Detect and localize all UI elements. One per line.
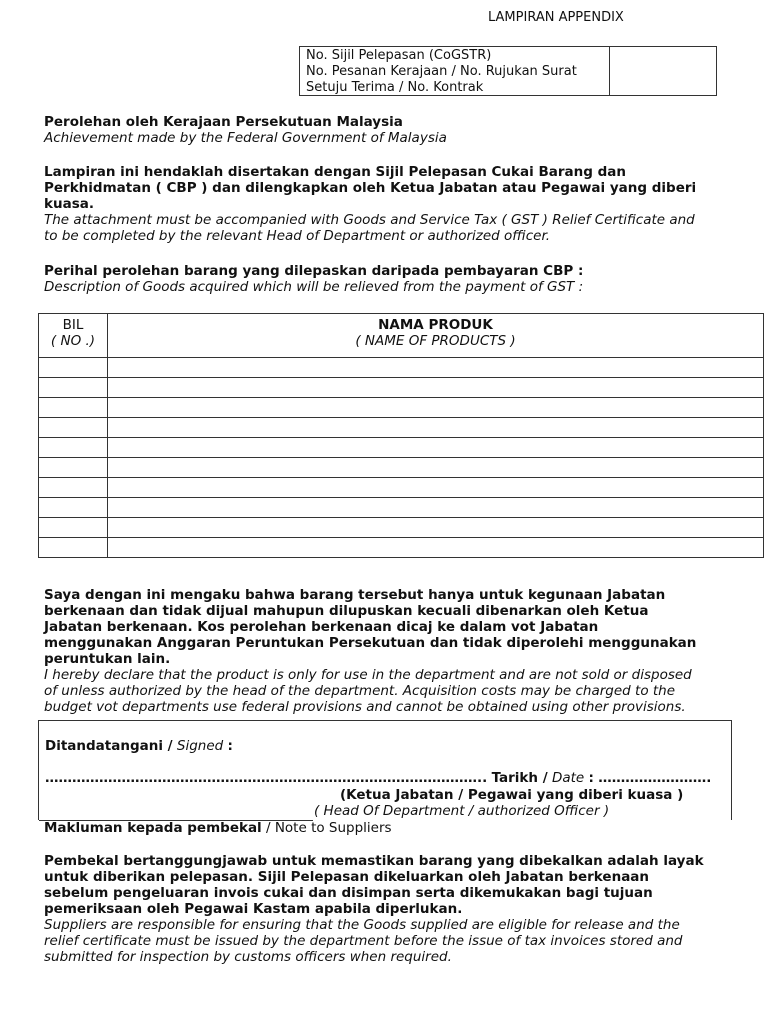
reference-value-field[interactable] (616, 49, 712, 93)
reference-divider (609, 47, 610, 95)
col-product-ms: NAMA PRODUK (378, 317, 493, 333)
row-no-cell[interactable] (39, 458, 108, 478)
table-row (39, 358, 764, 378)
date-label-colon: : (588, 770, 594, 786)
supplier-note-en-1: Suppliers are responsible for ensuring that the Goods supplied are eligible for release and the (44, 917, 680, 933)
row-product-cell[interactable] (108, 458, 764, 478)
declaration-en-2: of unless authorized by the head of the department. Acquisition costs may be charged to the (44, 683, 676, 699)
supplier-note-title-ms: Makluman kepada pembekal (44, 820, 262, 836)
row-no-cell[interactable] (39, 358, 108, 378)
description-ms: Perihal perolehan barang yang dilepaskan daripada pembayaran CBP : (44, 263, 584, 279)
reference-label-order: No. Pesanan Kerajaan / No. Rujukan Surat (306, 64, 577, 79)
signed-label-colon: : (227, 738, 233, 754)
row-product-cell[interactable] (108, 478, 764, 498)
reference-box (299, 46, 717, 96)
reference-labels (306, 48, 577, 96)
section-title-ms: Perolehan oleh Kerajaan Persekutuan Malaysia (44, 114, 403, 130)
row-no-cell[interactable] (39, 398, 108, 418)
date-label-ms: Tarikh / (491, 770, 548, 786)
declaration-ms-3: Jabatan berkenaan. Kos perolehan berkenaan dicaj ke dalam vot Jabatan (44, 619, 599, 635)
row-no-cell[interactable] (39, 378, 108, 398)
instruction-ms-2: Perkhidmatan ( CBP ) dan dilengkapkan oleh Ketua Jabatan atau Pegawai yang diberi (44, 180, 697, 196)
col-product-en: ( NAME OF PRODUCTS ) (355, 333, 516, 349)
signature-dots[interactable]: …………………………………………………………………………………….. (45, 770, 488, 786)
row-no-cell[interactable] (39, 478, 108, 498)
row-no-cell[interactable] (39, 538, 108, 558)
row-no-cell[interactable] (39, 438, 108, 458)
col-no-en: ( NO .) (50, 333, 96, 349)
col-no-header (39, 314, 108, 358)
signature-box (38, 720, 732, 820)
signed-label-ms: Ditandatangani / (45, 738, 173, 754)
row-product-cell[interactable] (108, 418, 764, 438)
supplier-note-en-3: submitted for inspection by customs officers when required. (44, 949, 452, 965)
table-row (39, 498, 764, 518)
table-row (39, 378, 764, 398)
signature-line (45, 770, 711, 786)
declaration-ms-2: berkenaan dan tidak dijual mahupun dilupuskan kecuali dibenarkan oleh Ketua (44, 603, 649, 619)
section-title-en: Achievement made by the Federal Government of Malaysia (44, 130, 447, 146)
date-label-en: Date (551, 770, 585, 786)
instruction-block (44, 164, 724, 244)
reference-label-cogstr: No. Sijil Pelepasan (CoGSTR) (306, 48, 492, 63)
supplier-note-block (44, 853, 724, 965)
reference-label-contract: Setuju Terima / No. Kontrak (306, 80, 484, 95)
appendix-label: LAMPIRAN APPENDIX (488, 10, 624, 25)
col-product-header (108, 314, 764, 358)
declaration-ms-1: Saya dengan ini mengaku bahwa barang tersebut hanya untuk kegunaan Jabatan (44, 587, 666, 603)
declaration-en-1: I hereby declare that the product is only for use in the department and are not sold or disposed (44, 667, 692, 683)
table-row (39, 398, 764, 418)
products-table-body (39, 358, 764, 558)
table-row (39, 458, 764, 478)
declaration-block (44, 587, 724, 715)
row-product-cell[interactable] (108, 518, 764, 538)
signed-label (45, 738, 233, 754)
products-table (38, 313, 764, 558)
table-row (39, 478, 764, 498)
signatory-role-en: ( Head Of Department / authorized Officer ) (314, 803, 610, 819)
date-dots[interactable]: ……………………. (598, 770, 712, 786)
signed-label-en: Signed (176, 738, 224, 754)
row-no-cell[interactable] (39, 418, 108, 438)
supplier-note-ms-2: untuk diberikan pelepasan. Sijil Pelepasan dikeluarkan oleh Jabatan berkenaan (44, 869, 650, 885)
supplier-note-title-en: / Note to Suppliers (265, 820, 392, 836)
row-product-cell[interactable] (108, 538, 764, 558)
row-product-cell[interactable] (108, 378, 764, 398)
supplier-note-title (44, 820, 724, 836)
description-block (44, 263, 724, 295)
section-title (44, 114, 724, 146)
supplier-note-en-2: relief certificate must be issued by the department before the issue of tax invoices stored and (44, 933, 683, 949)
supplier-note-ms-4: pemeriksaan oleh Pegawai Kastam apabila diperlukan. (44, 901, 463, 917)
row-product-cell[interactable] (108, 358, 764, 378)
row-product-cell[interactable] (108, 398, 764, 418)
instruction-en-2: to be completed by the relevant Head of Department or authorized officer. (44, 228, 551, 244)
declaration-en-3: budget vot departments use federal provisions and cannot be obtained using other provisions. (44, 699, 686, 715)
row-no-cell[interactable] (39, 498, 108, 518)
supplier-note-ms-1: Pembekal bertanggungjawab untuk memastikan barang yang dibekalkan adalah layak (44, 853, 704, 869)
declaration-ms-4: menggunakan Anggaran Peruntukan Persekutuan dan tidak diperolehi menggunakan (44, 635, 697, 651)
row-product-cell[interactable] (108, 438, 764, 458)
instruction-ms-3: kuasa. (44, 196, 94, 212)
table-row (39, 438, 764, 458)
instruction-ms-1: Lampiran ini hendaklah disertakan dengan Sijil Pelepasan Cukai Barang dan (44, 164, 626, 180)
table-row (39, 418, 764, 438)
description-en: Description of Goods acquired which will be relieved from the payment of GST : (44, 279, 584, 295)
table-row (39, 538, 764, 558)
signatory-role-ms: (Ketua Jabatan / Pegawai yang diberi kuasa ) (340, 787, 684, 803)
declaration-ms-5: peruntukan lain. (44, 651, 171, 667)
row-product-cell[interactable] (108, 498, 764, 518)
table-row (39, 518, 764, 538)
col-no-ms: BIL (62, 317, 84, 333)
row-no-cell[interactable] (39, 518, 108, 538)
instruction-en-1: The attachment must be accompanied with Goods and Service Tax ( GST ) Relief Certificate and (44, 212, 695, 228)
supplier-note-ms-3: sebelum pengeluaran invois cukai dan disimpan serta dikemukakan bagi tujuan (44, 885, 653, 901)
products-table-header (39, 314, 764, 358)
